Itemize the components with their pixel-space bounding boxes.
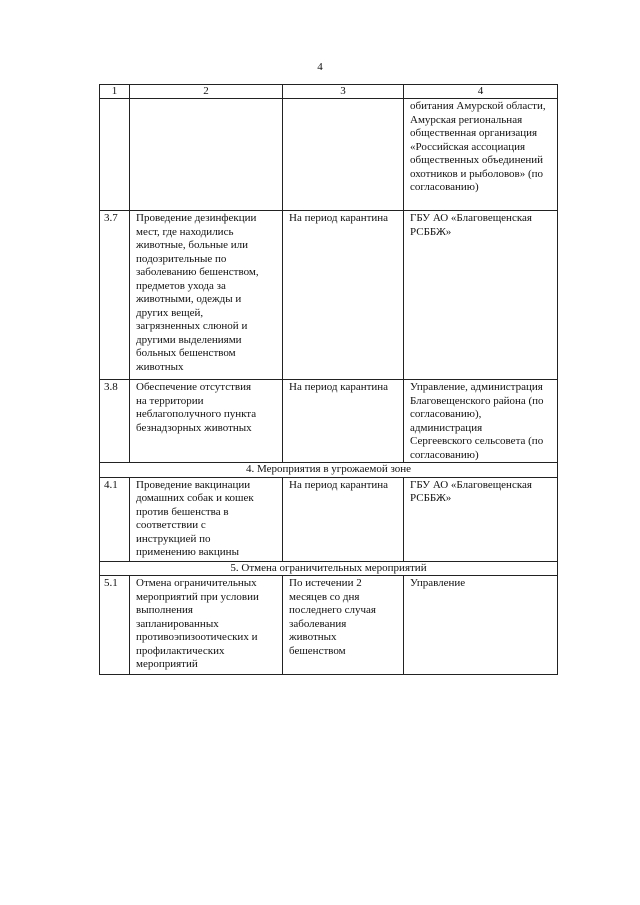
row-responsible: обитания Амурской области, Амурская региональная общественная организация «Российская ассоциация общественных объединений охотников и рыболовов» (по согласованию) [404, 99, 558, 211]
row-number: 4.1 [100, 477, 130, 561]
header-cell: 1 [100, 85, 130, 99]
row-measure: Отмена ограничительных мероприятий при условии выполнения запланированных противоэпизоотических и профилактических мероприятий [130, 576, 283, 675]
row-responsible: Управление, администрация Благовещенского района (по согласованию), администрация Сергеевского сельсовета (по согласованию) [404, 380, 558, 463]
header-cell: 2 [130, 85, 283, 99]
page-number: 4 [317, 61, 323, 73]
section-header-row [100, 561, 558, 576]
header-cell: 4 [404, 85, 558, 99]
row-period: По истечении 2 месяцев со дня последнего случая заболевания животных бешенством [283, 576, 404, 675]
table-row [100, 211, 558, 380]
table-header-row [100, 85, 558, 99]
row-number [100, 99, 130, 211]
section-title-4: 4. Мероприятия в угрожаемой зоне [100, 463, 558, 478]
row-responsible: Управление [404, 576, 558, 675]
row-period: На период карантина [283, 211, 404, 380]
table-row [100, 99, 558, 211]
table-row [100, 576, 558, 675]
row-number: 3.7 [100, 211, 130, 380]
row-number: 3.8 [100, 380, 130, 463]
row-period [283, 99, 404, 211]
row-responsible: ГБУ АО «Благовещенская РСББЖ» [404, 211, 558, 380]
row-measure: Проведение дезинфекции мест, где находились животные, больные или подозрительные по заболеванию бешенством, предметов ухода за животными, одежды и других вещей, загрязненных слюной и другими выделениями больных бешенством животных [130, 211, 283, 380]
header-cell: 3 [283, 85, 404, 99]
section-header-row [100, 463, 558, 478]
measures-table [99, 84, 558, 675]
table-row [100, 477, 558, 561]
section-title-5: 5. Отмена ограничительных мероприятий [100, 561, 558, 576]
table-row [100, 380, 558, 463]
row-measure: Проведение вакцинации домашних собак и кошек против бешенства в соответствии с инструкцией по применению вакцины [130, 477, 283, 561]
row-responsible: ГБУ АО «Благовещенская РСББЖ» [404, 477, 558, 561]
row-measure: Обеспечение отсутствия на территории неблагополучного пункта безнадзорных животных [130, 380, 283, 463]
row-period: На период карантина [283, 477, 404, 561]
row-period: На период карантина [283, 380, 404, 463]
row-number: 5.1 [100, 576, 130, 675]
row-measure [130, 99, 283, 211]
